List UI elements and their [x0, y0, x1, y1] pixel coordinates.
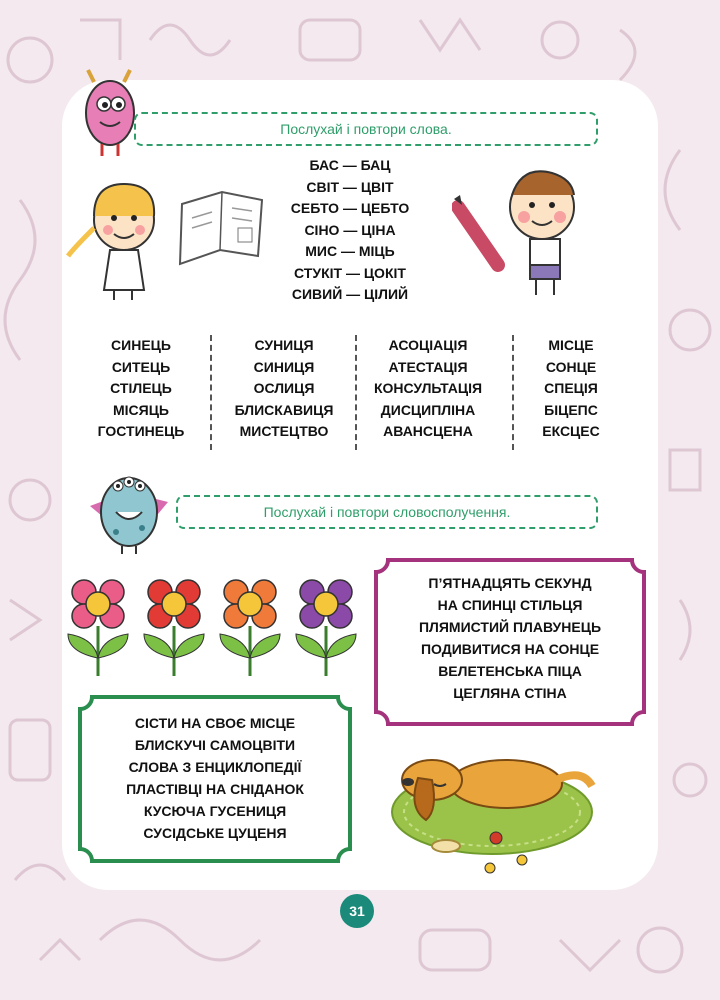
- column-divider: [355, 335, 357, 450]
- word: МИСТЕЦТВО: [239, 423, 329, 439]
- word-column-2: [226, 335, 342, 443]
- word-pair: СІНО — ЦІНА: [304, 221, 396, 238]
- phrase: БЛИСКУЧІ САМОЦВІТИ: [134, 737, 296, 753]
- word-column-3: [366, 335, 490, 443]
- pink-monster-illustration: [80, 68, 140, 160]
- word: ОСЛИЦЯ: [253, 380, 315, 396]
- word-pair: БАС — БАЦ: [309, 157, 391, 173]
- instruction-phrases-text: Послухай і повтори словосполучення.: [263, 504, 511, 520]
- flowers-illustration: [60, 568, 370, 680]
- word: АТЕСТАЦІЯ: [388, 358, 468, 375]
- phrase: СІСТИ НА СВОЄ МІСЦЕ: [134, 715, 296, 731]
- word: СИТЕЦЬ: [111, 358, 171, 375]
- word: СИНИЦЯ: [253, 358, 315, 375]
- phrase: П’ЯТНАДЦЯТЬ СЕКУНД: [428, 575, 592, 591]
- phrase: ПЛЯМИСТИЙ ПЛАВУНЕЦЬ: [418, 619, 602, 635]
- word-pair: МИС — МІЦЬ: [305, 243, 395, 259]
- word: ГОСТИНЕЦЬ: [97, 423, 185, 439]
- flower-pink-icon: [68, 580, 128, 676]
- flower-purple-icon: [296, 580, 356, 676]
- word: АВАНСЦЕНА: [383, 423, 473, 439]
- flower-orange-icon: [220, 580, 280, 676]
- blue-monster-illustration: [86, 462, 172, 556]
- phrase: ВЕЛЕТЕНСЬКА ПІЦА: [438, 663, 582, 679]
- word: БІЦЕПС: [544, 401, 598, 418]
- phrase: НА СПИНЦІ СТІЛЬЦЯ: [437, 597, 583, 613]
- phrase: ПОДИВИТИСЯ НА СОНЦЕ: [420, 641, 600, 657]
- instruction-box-words: [134, 112, 598, 146]
- word: СУНИЦЯ: [254, 337, 314, 353]
- phrase: ПЛАСТІВЦІ НА СНІДАНОК: [126, 781, 304, 797]
- word-pair: СИВИЙ — ЦІЛИЙ: [291, 286, 409, 302]
- word: КОНСУЛЬТАЦІЯ: [373, 380, 483, 396]
- phrase: ЦЕГЛЯНА СТІНА: [453, 685, 567, 701]
- girl-with-book-illustration: [62, 178, 272, 302]
- word: ДИСЦИПЛІНА: [380, 401, 476, 418]
- phrase: СЛОВА З ЕНЦИКЛОПЕДІЇ: [128, 759, 302, 775]
- green-phrases-list: [84, 712, 346, 844]
- word-pair: СЕБТО — ЦЕБТО: [290, 200, 410, 216]
- word: СТІЛЕЦЬ: [110, 380, 172, 396]
- column-divider: [210, 335, 212, 450]
- phrase: КУСЮЧА ГУСЕНИЦЯ: [143, 803, 287, 819]
- column-divider: [512, 335, 514, 450]
- page-number: 31: [349, 903, 365, 919]
- word: АСОЦІАЦІЯ: [388, 337, 468, 353]
- sleeping-dog-illustration: [386, 740, 600, 880]
- flower-red-icon: [144, 580, 204, 676]
- word-pairs-list: [270, 155, 430, 306]
- instruction-box-phrases: [176, 495, 598, 529]
- word: МІСЦЕ: [548, 337, 594, 353]
- word: БЛИСКАВИЦЯ: [234, 401, 334, 418]
- word-column-4: [530, 335, 612, 443]
- word: МІСЯЦЬ: [112, 401, 169, 418]
- page-number-badge: [340, 894, 374, 928]
- instruction-words-text: Послухай і повтори слова.: [280, 121, 452, 137]
- word: СПЕЦІЯ: [544, 380, 598, 396]
- word: СИНЕЦЬ: [111, 337, 171, 353]
- word-column-1: [86, 335, 196, 443]
- word-pair: СТУКІТ — ЦОКІТ: [294, 264, 406, 281]
- boy-with-pencil-illustration: [452, 165, 602, 300]
- purple-phrases-list: [380, 572, 640, 704]
- word-pair: СВІТ — ЦВІТ: [306, 178, 394, 195]
- word: ЕКСЦЕС: [542, 423, 600, 439]
- word: СОНЦЕ: [545, 358, 597, 375]
- phrase: СУСІДСЬКЕ ЦУЦЕНЯ: [143, 825, 287, 841]
